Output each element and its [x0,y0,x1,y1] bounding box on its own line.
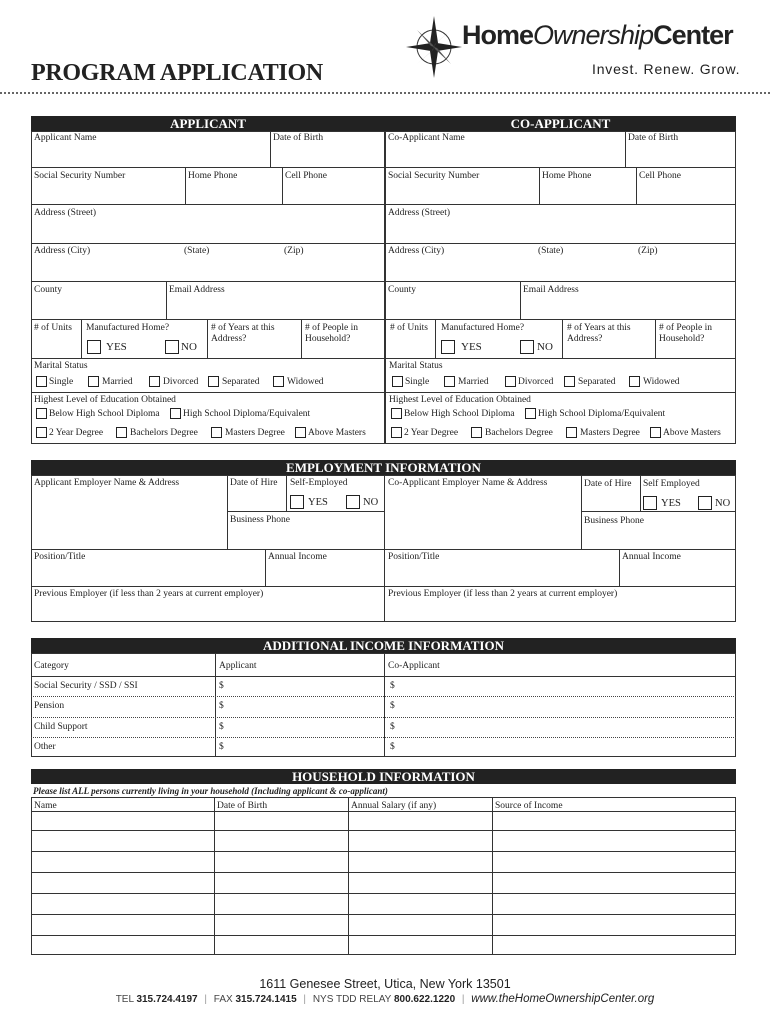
co-applicant-bachelors-checkbox[interactable] [471,427,482,438]
applicant-marital-label: Marital Status [34,361,88,371]
no-label: NO [181,341,197,353]
co-applicant-manufactured-yes-checkbox[interactable] [441,340,455,354]
applicant-bachelors-checkbox[interactable] [116,427,127,438]
co-applicant-dob-label: Date of Birth [628,133,679,143]
applicant-below-hs-checkbox[interactable] [36,408,47,419]
applicant-street-label: Address (Street) [34,208,96,218]
applicant-education-label: Highest Level of Education Obtained [34,395,176,405]
applicant-zip-label: (Zip) [284,246,304,256]
co-applicant-separated-checkbox[interactable] [564,376,575,387]
single-label: Single [405,377,430,387]
applicant-manufactured-no-checkbox[interactable] [165,340,179,354]
household-table [31,797,736,955]
dollar-sign: $ [390,701,395,711]
below-hs-label: Below High School Diploma [49,409,160,419]
dollar-sign: $ [390,681,395,691]
applicant-masters-checkbox[interactable] [211,427,222,438]
divider [0,92,770,94]
dollar-sign: $ [219,722,224,732]
brand-name: HomeOwnershipCenter [462,20,733,50]
co-applicant-county-label: County [388,285,416,295]
logo [404,14,744,84]
applicant-manufactured-yes-checkbox[interactable] [87,340,101,354]
above-masters-label: Above Masters [308,428,366,438]
income-heading: ADDITIONAL INCOME INFORMATION [31,638,736,653]
masters-label: Masters Degree [225,428,285,438]
above-masters-label: Above Masters [663,428,721,438]
tel-label: TEL [115,994,134,1005]
co-applicant-header: Co-Applicant [388,661,440,671]
applicant-dob-label: Date of Birth [273,133,324,143]
co-self-employed-yes-checkbox[interactable] [643,496,657,510]
tagline: Invest. Renew. Grow. [592,61,741,77]
household-col-header: Annual Salary (if any) [351,801,437,811]
annual-income-label: Annual Income [268,552,327,562]
table-row [31,851,736,852]
business-phone-label: Business Phone [230,515,290,525]
co-applicant-years-label: # of Years at this Address? [567,323,631,344]
applicant-hs-checkbox[interactable] [170,408,181,419]
applicant-people-label: # of People in Household? [305,323,359,344]
applicant-county-label: County [34,285,62,295]
table-row [31,872,736,873]
applicant-city-label: Address (City) [34,246,91,256]
co-applicant-heading: CO-APPLICANT [385,116,736,131]
income-row-label: Child Support [34,722,88,732]
applicant-single-checkbox[interactable] [36,376,47,387]
no-label: NO [715,498,731,509]
dollar-sign: $ [219,681,224,691]
employment-heading: EMPLOYMENT INFORMATION [31,460,736,475]
co-self-employed-label: Self Employed [643,479,700,489]
co-applicant-manufactured-label: Manufactured Home? [441,323,525,333]
single-label: Single [49,377,74,387]
divorced-label: Divorced [518,377,554,387]
applicant-heading: APPLICANT [31,116,385,131]
separated-label: Separated [578,377,616,387]
co-applicant-city-label: Address (City) [388,246,445,256]
income-row-label: Pension [34,701,65,711]
co-applicant-ssn-label: Social Security Number [388,171,480,181]
co-applicant-name-label: Co-Applicant Name [388,133,465,143]
table-row [31,830,736,831]
co-applicant-cell-phone-label: Cell Phone [639,171,681,181]
co-applicant-hs-checkbox[interactable] [525,408,536,419]
co-employer-label: Co-Applicant Employer Name & Address [388,478,548,488]
co-hire-date-label: Date of Hire [584,479,632,489]
applicant-above-masters-checkbox[interactable] [295,427,306,438]
co-applicant-divorced-checkbox[interactable] [505,376,516,387]
co-applicant-marital-label: Marital Status [389,361,443,371]
household-col-header: Source of Income [495,801,563,811]
co-applicant-married-checkbox[interactable] [444,376,455,387]
dollar-sign: $ [219,701,224,711]
applicant-ssn-label: Social Security Number [34,171,126,181]
compass-star-icon [404,14,464,80]
hs-label: High School Diploma/Equivalent [183,409,311,419]
household-col-header: Name [34,801,57,811]
married-label: Married [458,377,489,387]
dollar-sign: $ [390,722,395,732]
hire-date-label: Date of Hire [230,478,278,488]
co-business-phone-label: Business Phone [584,516,644,526]
co-self-employed-no-checkbox[interactable] [698,496,712,510]
co-applicant-above-masters-checkbox[interactable] [650,427,661,438]
applicant-cell-phone-label: Cell Phone [285,171,327,181]
applicant-widowed-checkbox[interactable] [273,376,284,387]
table-row [31,893,736,894]
co-applicant-email-label: Email Address [523,285,579,295]
widowed-label: Widowed [287,377,324,387]
applicant-state-label: (State) [184,246,210,256]
applicant-separated-checkbox[interactable] [208,376,219,387]
fax-label: FAX [213,994,233,1005]
masters-label: Masters Degree [580,428,640,438]
below-hs-label: Below High School Diploma [404,409,515,419]
applicant-units-label: # of Units [34,323,72,333]
website-link[interactable]: www.theHomeOwnershipCenter.org [471,993,655,1005]
yes-label: YES [106,341,127,353]
hs-label: High School Diploma/Equivalent [538,409,666,419]
co-annual-income-label: Annual Income [622,552,681,562]
dollar-sign: $ [390,742,395,752]
co-applicant-two-year-checkbox[interactable] [391,427,402,438]
fax-number: 315.724.1415 [235,994,297,1005]
self-employed-no-checkbox[interactable] [346,495,360,509]
co-applicant-home-phone-label: Home Phone [542,171,592,181]
co-applicant-people-label: # of People in Household? [659,323,713,344]
relay-number: 800.622.1220 [393,994,456,1005]
applicant-header: Applicant [219,661,257,671]
co-applicant-manufactured-no-checkbox[interactable] [520,340,534,354]
employer-label: Applicant Employer Name & Address [34,478,180,488]
household-note: Please list ALL persons currently living in your household (Including applicant & co-applicant) [33,786,388,796]
bachelors-label: Bachelors Degree [130,428,198,438]
page-title: PROGRAM APPLICATION [31,60,323,86]
co-applicant-education-label: Highest Level of Education Obtained [389,395,531,405]
two-year-label: 2 Year Degree [49,428,104,438]
widowed-label: Widowed [643,377,680,387]
income-row-label: Social Security / SSD / SSI [34,681,138,691]
bachelors-label: Bachelors Degree [485,428,553,438]
footer-contact: TEL 315.724.4197 | FAX 315.724.1415 | NYS TDD RELAY 800.622.1220 | www.theHomeOwnershipCenter.org [115,993,655,1005]
previous-employer-label: Previous Employer (if less than 2 years at current employer) [34,589,264,599]
footer-address: 1611 Genesee Street, Utica, New York 13501 [259,977,511,991]
divorced-label: Divorced [163,377,199,387]
applicant-manufactured-label: Manufactured Home? [86,323,170,333]
applicant-married-checkbox[interactable] [88,376,99,387]
category-header: Category [34,661,69,671]
applicant-two-year-checkbox[interactable] [36,427,47,438]
self-employed-label: Self-Employed [290,478,348,488]
married-label: Married [102,377,133,387]
household-col-header: Date of Birth [217,801,268,811]
applicant-years-label: # of Years at this Address? [211,323,275,344]
yes-label: YES [308,497,328,508]
co-position-label: Position/Title [388,552,440,562]
co-applicant-state-label: (State) [538,246,564,256]
applicant-name-label: Applicant Name [34,133,97,143]
co-applicant-below-hs-checkbox[interactable] [391,408,402,419]
applicant-divorced-checkbox[interactable] [149,376,160,387]
co-applicant-zip-label: (Zip) [638,246,658,256]
income-row-label: Other [34,742,56,752]
dollar-sign: $ [219,742,224,752]
co-applicant-units-label: # of Units [390,323,428,333]
co-applicant-street-label: Address (Street) [388,208,450,218]
applicant-email-label: Email Address [169,285,225,295]
separated-label: Separated [222,377,260,387]
relay-label: NYS TDD RELAY [312,994,392,1005]
no-label: NO [363,497,379,508]
co-previous-employer-label: Previous Employer (if less than 2 years at current employer) [388,589,618,599]
co-applicant-widowed-checkbox[interactable] [629,376,640,387]
two-year-label: 2 Year Degree [404,428,459,438]
co-applicant-single-checkbox[interactable] [392,376,403,387]
tel-number: 315.724.4197 [136,994,198,1005]
household-heading: HOUSEHOLD INFORMATION [31,769,736,784]
yes-label: YES [461,341,482,353]
no-label: NO [537,341,553,353]
yes-label: YES [661,498,681,509]
table-row [31,935,736,936]
table-row [31,914,736,915]
co-applicant-masters-checkbox[interactable] [566,427,577,438]
self-employed-yes-checkbox[interactable] [290,495,304,509]
position-label: Position/Title [34,552,86,562]
applicant-home-phone-label: Home Phone [188,171,238,181]
